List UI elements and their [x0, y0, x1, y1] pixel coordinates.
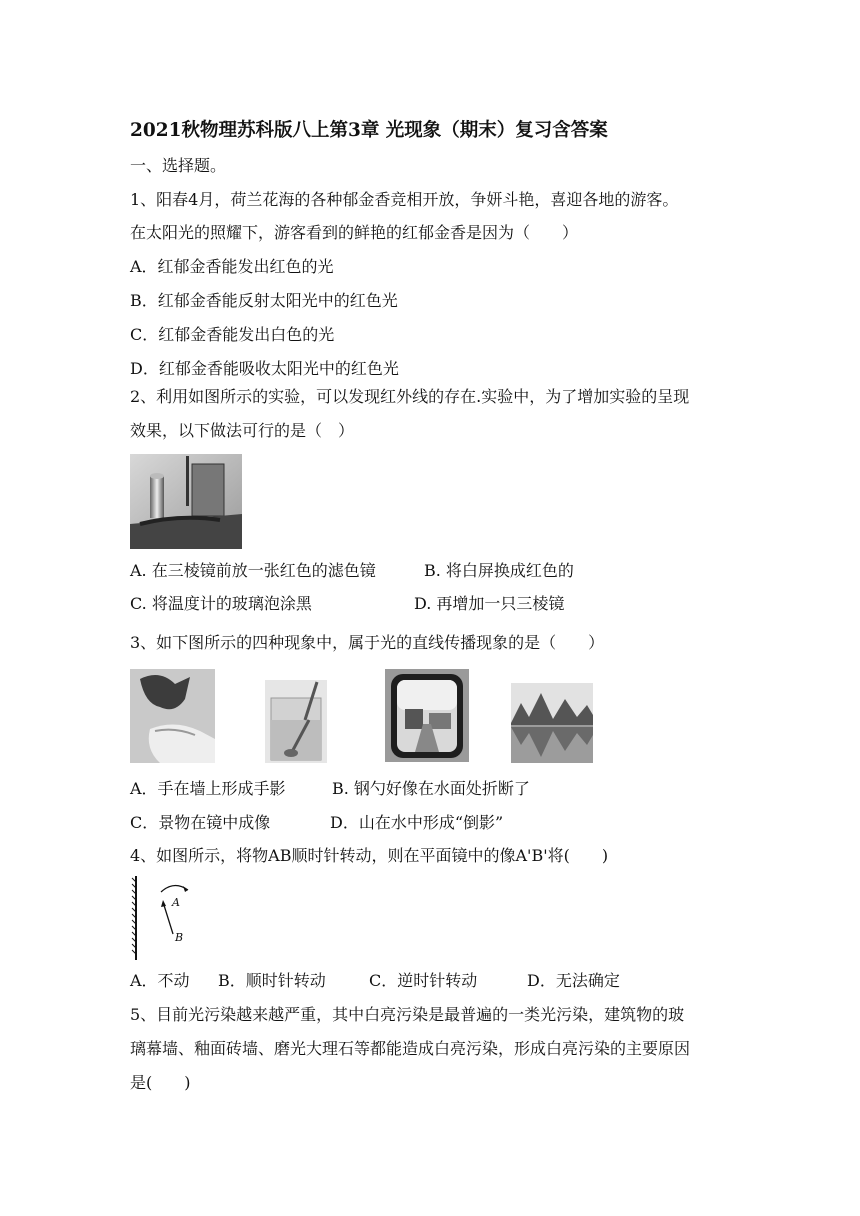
q1-stem-line1: 1、阳春4月，荷兰花海的各种郁金香竞相开放，争妍斗艳，喜迎各地的游客。 — [130, 190, 679, 209]
q1-stem-line2: 在太阳光的照耀下，游客看到的鲜艳的红郁金香是因为（ ） — [130, 223, 579, 242]
q1-option-a: A．红郁金香能发出红色的光 — [130, 257, 334, 276]
q2-stem-line2: 效果，以下做法可行的是（ ） — [130, 421, 355, 440]
document-title: 2021秋物理苏科版八上第3章 光现象（期末）复习含答案 — [130, 120, 608, 141]
q1-option-b: B．红郁金香能反射太阳光中的红色光 — [130, 291, 398, 310]
q3-option-a: A．手在墙上形成手影 — [130, 779, 286, 798]
q3-option-c: C．景物在镜中成像 — [130, 813, 271, 832]
q4-mirror-diagram — [128, 874, 198, 962]
q3-stem: 3、如下图所示的四种现象中，属于光的直线传播现象的是（ ） — [130, 633, 605, 652]
q2-option-b: B. 将白屏换成红色的 — [424, 561, 574, 580]
section-heading: 一、选择题。 — [130, 156, 227, 175]
q2-option-a: A. 在三棱镜前放一张红色的滤色镜 — [130, 561, 376, 580]
q2-prism-experiment-image — [130, 454, 242, 549]
q5-stem-line2: 璃幕墙、釉面砖墙、磨光大理石等都能造成白亮污染，形成白亮污染的主要原因 — [130, 1039, 691, 1058]
q4-option-a: A．不动 — [130, 971, 190, 990]
q4-label-a: A — [172, 896, 180, 909]
q5-stem-line3: 是( ) — [130, 1073, 191, 1092]
q4-label-b: B — [175, 931, 184, 944]
q3-spoon-in-water-image — [265, 680, 327, 763]
q3-option-b: B. 钢勺好像在水面处折断了 — [332, 779, 530, 798]
q2-option-d: D. 再增加一只三棱镜 — [414, 594, 565, 613]
q4-option-d: D．无法确定 — [527, 971, 620, 990]
q3-mirror-image — [385, 669, 469, 762]
q5-stem-line1: 5、目前光污染越来越严重，其中白亮污染是最普遍的一类光污染，建筑物的玻 — [130, 1005, 685, 1024]
q3-option-d: D．山在水中形成“倒影” — [330, 813, 504, 832]
q1-option-c: C．红郁金香能发出白色的光 — [130, 325, 335, 344]
q4-option-b: B．顺时针转动 — [218, 971, 326, 990]
q2-option-c: C. 将温度计的玻璃泡涂黑 — [130, 594, 312, 613]
q4-option-c: C．逆时针转动 — [369, 971, 478, 990]
q4-stem: 4、如图所示，将物AB顺时针转动，则在平面镜中的像A'B'将( ) — [130, 846, 609, 865]
q1-option-d: D．红郁金香能吸收太阳光中的红色光 — [130, 359, 399, 378]
q3-hand-shadow-image — [130, 669, 215, 763]
q2-stem-line1: 2、利用如图所示的实验，可以发现红外线的存在.实验中，为了增加实验的呈现 — [130, 387, 690, 406]
q3-mountain-reflection-image — [511, 683, 593, 763]
